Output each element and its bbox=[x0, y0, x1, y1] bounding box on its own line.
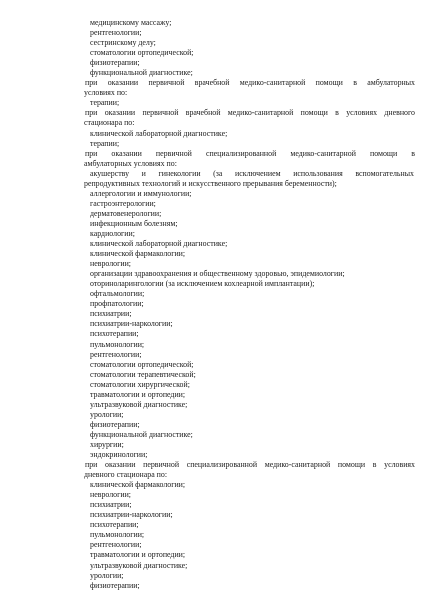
text-line bbox=[0, 510, 430, 520]
text-line-content: при оказании первичной специализированной медико-санитарной помощи в условиях bbox=[85, 460, 415, 470]
text-line bbox=[0, 520, 430, 530]
text-line-content: профпатологии; bbox=[90, 299, 144, 309]
text-line-content: клинической лабораторной диагностике; bbox=[90, 239, 228, 249]
text-line bbox=[0, 108, 430, 118]
text-line bbox=[0, 480, 430, 490]
text-line bbox=[0, 28, 430, 38]
text-line-content: стоматологии хирургической; bbox=[90, 379, 190, 389]
text-line-content: физиотерапии; bbox=[90, 580, 140, 590]
text-line bbox=[0, 450, 430, 460]
text-line-content: психиатрии; bbox=[90, 309, 132, 319]
text-line-content: эндокринологии; bbox=[90, 450, 148, 460]
text-line-content: ультразвуковой диагностике; bbox=[90, 399, 188, 409]
text-line bbox=[0, 169, 430, 179]
text-line bbox=[0, 350, 430, 360]
text-line bbox=[0, 48, 430, 58]
text-line bbox=[0, 490, 430, 500]
text-line-content: психотерапии; bbox=[90, 329, 139, 339]
text-line-content: неврологии; bbox=[90, 490, 131, 500]
text-line bbox=[0, 410, 430, 420]
text-line-content: стоматологии ортопедической; bbox=[90, 359, 194, 369]
text-line-content: медицинскому массажу; bbox=[90, 18, 172, 27]
text-line-content: травматологии и ортопедии; bbox=[90, 389, 186, 399]
text-line bbox=[0, 561, 430, 571]
text-line bbox=[0, 430, 430, 440]
text-line-content: рентгенологии; bbox=[90, 28, 142, 38]
text-line bbox=[0, 68, 430, 78]
text-line-content: инфекционным болезням; bbox=[90, 218, 178, 228]
text-line bbox=[0, 18, 430, 28]
text-line-content: оториноларингологии (за исключением кохлеарной имплантации); bbox=[90, 279, 315, 289]
text-line-content: офтальмологии; bbox=[90, 289, 145, 299]
text-line bbox=[0, 129, 430, 139]
text-line bbox=[0, 229, 430, 239]
text-line bbox=[0, 159, 430, 169]
text-line-content: дерматовенерологии; bbox=[90, 208, 162, 218]
text-line-content: физиотерапии; bbox=[90, 419, 140, 429]
text-line-content: неврологии; bbox=[90, 259, 131, 269]
text-line-content: психиатрии; bbox=[90, 500, 132, 510]
text-line bbox=[0, 299, 430, 309]
text-line bbox=[0, 58, 430, 68]
text-line-content: пульмонологии; bbox=[90, 530, 145, 540]
text-line-content: ультразвуковой диагностике; bbox=[90, 560, 188, 570]
text-line bbox=[0, 179, 430, 189]
text-line bbox=[0, 289, 430, 299]
text-line bbox=[0, 309, 430, 319]
text-line bbox=[0, 420, 430, 430]
text-line bbox=[0, 259, 430, 269]
text-line-content: рентгенологии; bbox=[90, 540, 142, 550]
text-line bbox=[0, 269, 430, 279]
document-text bbox=[0, 18, 430, 591]
text-line-content: условиях по: bbox=[84, 88, 128, 98]
text-line-content: пульмонологии; bbox=[90, 339, 145, 349]
text-line bbox=[0, 460, 430, 470]
text-line-content: хирургии; bbox=[90, 439, 124, 449]
text-line bbox=[0, 38, 430, 48]
text-line-content: стоматологии ортопедической; bbox=[90, 48, 194, 58]
text-line bbox=[0, 540, 430, 550]
text-line-content: гастроэнтерологии; bbox=[90, 198, 156, 208]
text-line bbox=[0, 360, 430, 370]
text-line-content: амбулаторных условиях по: bbox=[84, 158, 177, 168]
text-line-content: акушерству и гинекологии (за исключением использования вспомогательных bbox=[90, 168, 414, 178]
text-line bbox=[0, 149, 430, 159]
text-line-content: психиатрии-наркологии; bbox=[90, 510, 173, 520]
text-line-content: клинической лабораторной диагностике; bbox=[90, 128, 228, 138]
text-line-content: сестринскому делу; bbox=[90, 38, 156, 48]
text-line-content: урологии; bbox=[90, 409, 124, 419]
text-line-content: рентгенологии; bbox=[90, 349, 142, 359]
text-line-content: при оказании первичной специализированной медико-санитарной помощи в bbox=[85, 148, 415, 158]
text-line bbox=[0, 98, 430, 108]
text-line bbox=[0, 139, 430, 149]
text-line-content: психотерапии; bbox=[90, 520, 139, 530]
text-line bbox=[0, 209, 430, 219]
text-line-content: функциональной диагностике; bbox=[90, 429, 193, 439]
text-line bbox=[0, 219, 430, 229]
text-line-content: клинической фармакологии; bbox=[90, 480, 186, 490]
text-line bbox=[0, 88, 430, 98]
text-line bbox=[0, 440, 430, 450]
text-line bbox=[0, 249, 430, 259]
text-line-content: дневного стационара по: bbox=[84, 470, 168, 480]
text-line bbox=[0, 390, 430, 400]
text-line bbox=[0, 571, 430, 581]
text-line bbox=[0, 118, 430, 128]
text-line bbox=[0, 319, 430, 329]
text-line-content: при оказании первичной врачебной медико-санитарной помощи в условиях дневного bbox=[85, 108, 415, 118]
text-line bbox=[0, 199, 430, 209]
text-line bbox=[0, 500, 430, 510]
text-line-content: терапии; bbox=[90, 138, 120, 148]
text-line-content: урологии; bbox=[90, 570, 124, 580]
text-line-content: при оказании первичной врачебной медико-санитарной помощи в амбулаторных bbox=[85, 78, 415, 88]
text-line-content: стационара по: bbox=[84, 118, 135, 128]
text-line bbox=[0, 78, 430, 88]
text-line-content: терапии; bbox=[90, 98, 120, 108]
text-line-content: организации здравоохранения и общественному здоровью, эпидемиологии; bbox=[90, 269, 345, 279]
text-line bbox=[0, 239, 430, 249]
text-line-content: травматологии и ортопедии; bbox=[90, 550, 186, 560]
text-line-content: физиотерапии; bbox=[90, 58, 140, 68]
text-line bbox=[0, 380, 430, 390]
text-line bbox=[0, 530, 430, 540]
text-line bbox=[0, 550, 430, 560]
text-line bbox=[0, 279, 430, 289]
text-line-content: стоматологии терапевтической; bbox=[90, 369, 196, 379]
text-line-content: кардиологии; bbox=[90, 228, 135, 238]
text-line-content: репродуктивных технологий и искусственного прерывания беременности); bbox=[84, 178, 337, 188]
text-line-content: психиатрии-наркологии; bbox=[90, 319, 173, 329]
text-line bbox=[0, 189, 430, 199]
text-line-content: клинической фармакологии; bbox=[90, 249, 186, 259]
text-line bbox=[0, 370, 430, 380]
text-line-content: аллергологии и иммунологии; bbox=[90, 188, 192, 198]
text-line bbox=[0, 329, 430, 339]
text-line bbox=[0, 581, 430, 591]
text-line bbox=[0, 470, 430, 480]
text-line bbox=[0, 400, 430, 410]
text-line bbox=[0, 340, 430, 350]
text-line-content: функциональной диагностике; bbox=[90, 68, 193, 78]
